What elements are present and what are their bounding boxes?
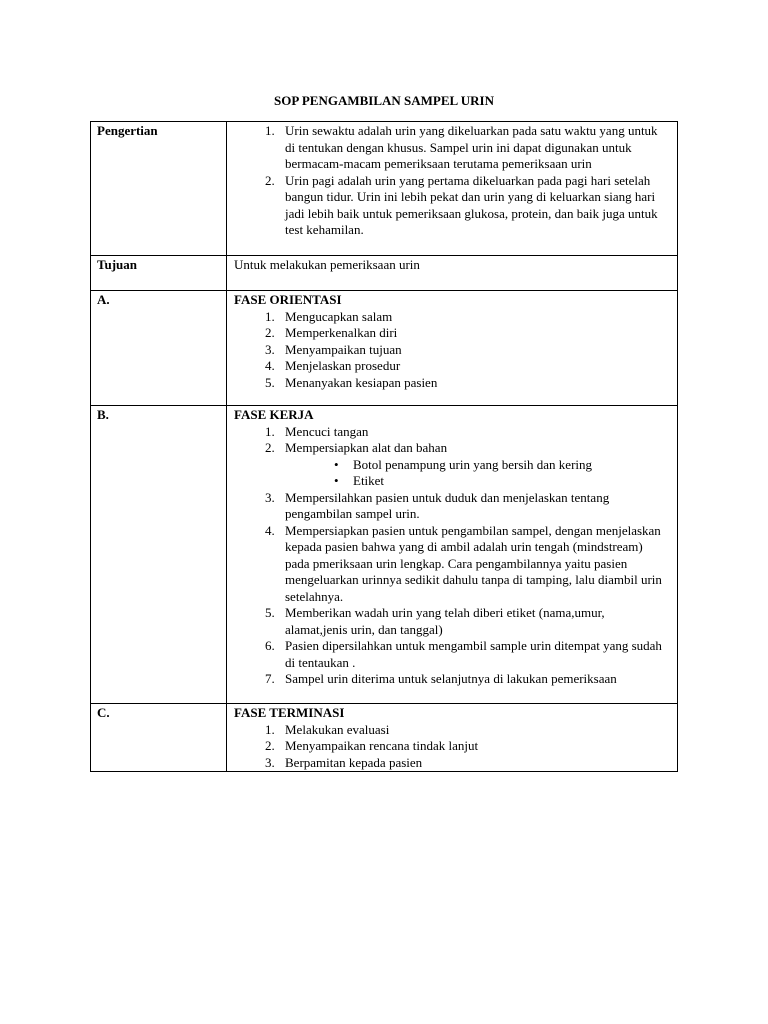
list-item: 3. Mempersilahkan pasien untuk duduk dan menjelaskan tentang pengambilan sampel urin. [278, 490, 669, 523]
row-label-b: B. [91, 406, 227, 704]
list-item: 1. Mengucapkan salam [278, 309, 669, 326]
list-item: 5. Menanyakan kesiapan pasien [278, 375, 669, 392]
work-steps [234, 424, 669, 688]
list-item: 3. Berpamitan kepada pasien [278, 755, 669, 772]
list-item: 6. Pasien dipersilahkan untuk mengambil sample urin ditempat yang sudah di tentaukan . [278, 638, 669, 671]
bullet-item [334, 457, 669, 474]
row-label-c: C. [91, 704, 227, 772]
bullet-icon: • [334, 473, 339, 488]
list-item: 3. Menyampaikan tujuan [278, 342, 669, 359]
list-item-text: Mempersiapkan alat dan bahan [285, 440, 448, 455]
row-content-a [227, 291, 678, 406]
row-content-pengertian [227, 122, 678, 256]
row-label-a: A. [91, 291, 227, 406]
phase-title-terminasi: FASE TERMINASI [234, 705, 345, 720]
list-item: 2. Memperkenalkan diri [278, 325, 669, 342]
bullet-item-text: Botol penampung urin yang bersih dan kering [353, 456, 593, 472]
equipment-list [285, 457, 669, 490]
definition-list [234, 123, 669, 239]
document-title: SOP PENGAMBILAN SAMPEL URIN [274, 93, 494, 108]
termination-steps [234, 722, 669, 772]
list-item: 1. Mencuci tangan [278, 424, 669, 441]
row-content-tujuan: Untuk melakukan pemeriksaan urin [227, 256, 678, 291]
list-item [278, 440, 669, 490]
list-item: 4. Menjelaskan prosedur [278, 358, 669, 375]
orientation-steps [234, 309, 669, 392]
table-row [91, 291, 678, 406]
list-item: 5. Memberikan wadah urin yang telah diberi etiket (nama,umur, alamat,jenis urin, dan tanggal) [278, 605, 669, 638]
phase-title-orientasi: FASE ORIENTASI [234, 292, 342, 307]
list-item: 2. Menyampaikan rencana tindak lanjut [278, 738, 669, 755]
table-row [91, 122, 678, 256]
table-row [91, 256, 678, 291]
bullet-item [334, 473, 669, 490]
row-label-pengertian: Pengertian [91, 122, 227, 256]
sop-table [90, 121, 678, 772]
bullet-item-text: Etiket [353, 473, 385, 488]
table-row [91, 406, 678, 704]
list-item: 1. Melakukan evaluasi [278, 722, 669, 739]
row-content-c [227, 704, 678, 772]
list-item: 1. Urin sewaktu adalah urin yang dikeluarkan pada satu waktu yang untuk di tentukan dengan khusus. Sampel urin ini dapat digunakan untuk bermacam-macam pemeriksaan terutama pemeriksaan urin [278, 123, 669, 173]
list-item: 2. Urin pagi adalah urin yang pertama dikeluarkan pada pagi hari setelah bangun tidur. Urin ini lebih pekat dan urin yang di keluarkan siang hari jadi lebih baik untuk pemeriksaan glukosa, protein, dan baik juga untuk test kehamilan. [278, 173, 669, 239]
bullet-icon: • [334, 456, 339, 472]
row-content-b [227, 406, 678, 704]
list-item: 4. Mempersiapkan pasien untuk pengambilan sampel, dengan menjelaskan kepada pasien bahwa yang di ambil adalah urin tengah (mindstream) pada pmeriksaan urin lengkap. Cara pengambilannya yaitu pasien mengeluarkan urinnya sedikit dahulu tanpa di tamping, lalu diambil urin setelahnya. [278, 523, 669, 606]
table-row [91, 704, 678, 772]
row-label-tujuan: Tujuan [91, 256, 227, 291]
phase-title-kerja: FASE KERJA [234, 407, 314, 422]
list-item: 7. Sampel urin diterima untuk selanjutnya di lakukan pemeriksaan [278, 671, 669, 688]
